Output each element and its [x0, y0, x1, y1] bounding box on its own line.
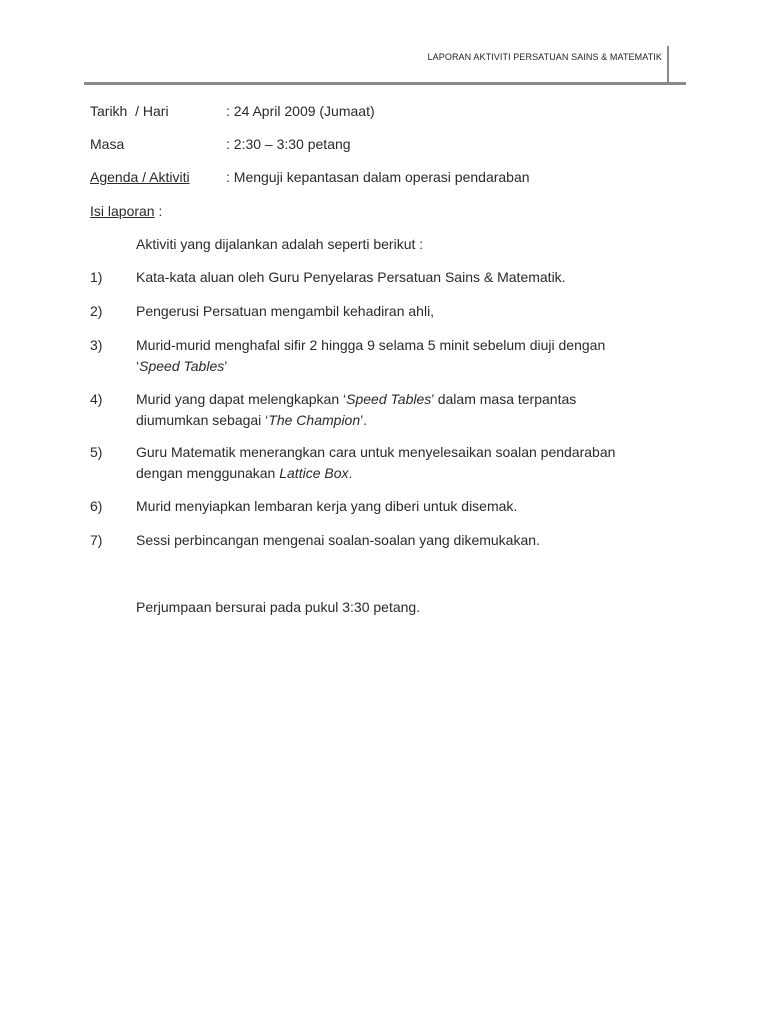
list-item-number: 6)	[90, 498, 103, 514]
report-heading	[90, 201, 162, 222]
list-item-text-line1: Murid yang dapat melengkapkan ‘Speed Tables’ dalam masa terpantas	[136, 391, 577, 407]
list-item-number: 3)	[90, 337, 103, 353]
report-label: Isi laporan	[90, 203, 155, 219]
list-item-number: 5)	[90, 444, 103, 460]
list-item-text: Murid menyiapkan lembaran kerja yang diberi untuk disemak.	[136, 498, 518, 514]
meta-label-agenda: Agenda / Aktiviti	[90, 169, 190, 185]
list-item-text-line2: dengan menggunakan Lattice Box.	[136, 465, 353, 481]
list-item-text-line1: Murid-murid menghafal sifir 2 hingga 9 selama 5 minit sebelum diuji dengan	[136, 337, 606, 353]
closing-statement: Perjumpaan bersurai pada pukul 3:30 petang.	[136, 599, 421, 615]
header-horizontal-rule	[84, 82, 686, 85]
list-item-text: Pengerusi Persatuan mengambil kehadiran ahli,	[136, 303, 435, 319]
list-item-text-line2: diumumkan sebagai ‘The Champion’.	[136, 412, 368, 428]
italic-term: Speed Tables	[346, 391, 432, 407]
meta-row-date	[90, 101, 690, 122]
report-label-suffix: :	[154, 203, 163, 219]
header-vertical-rule	[667, 46, 669, 84]
list-item-number: 1)	[90, 269, 103, 285]
list-item-number: 2)	[90, 303, 103, 319]
italic-term: Speed Tables	[139, 358, 225, 374]
meta-label-time: Masa	[90, 136, 125, 152]
list-item-text-line2: ‘Speed Tables’	[136, 358, 228, 374]
list-item-text: Sessi perbincangan mengenai soalan-soalan yang dikemukakan.	[136, 532, 540, 548]
report-intro: Aktiviti yang dijalankan adalah seperti berikut :	[136, 236, 424, 252]
list-item	[0, 442, 768, 484]
list-item-number: 7)	[90, 532, 103, 548]
list-item	[0, 389, 768, 431]
list-item-number: 4)	[90, 391, 103, 407]
meta-row-time	[90, 134, 690, 155]
list-item-text: Kata-kata aluan oleh Guru Penyelaras Persatuan Sains & Matematik.	[136, 269, 566, 285]
meta-value-time: : 2:30 – 3:30 petang	[226, 136, 351, 152]
list-item-text-line1: Guru Matematik menerangkan cara untuk menyelesaikan soalan pendaraban	[136, 444, 616, 460]
italic-term: Lattice Box	[279, 465, 349, 481]
header-title: LAPORAN AKTIVITI PERSATUAN SAINS & MATEMATIK	[427, 52, 662, 62]
italic-term: The Champion	[268, 412, 361, 428]
meta-row-agenda	[90, 167, 690, 188]
list-item	[0, 335, 768, 377]
meta-label-date: Tarikh / Hari	[90, 103, 169, 119]
meta-value-date: : 24 April 2009 (Jumaat)	[226, 103, 375, 119]
meta-value-agenda: : Menguji kepantasan dalam operasi pendaraban	[226, 169, 530, 185]
